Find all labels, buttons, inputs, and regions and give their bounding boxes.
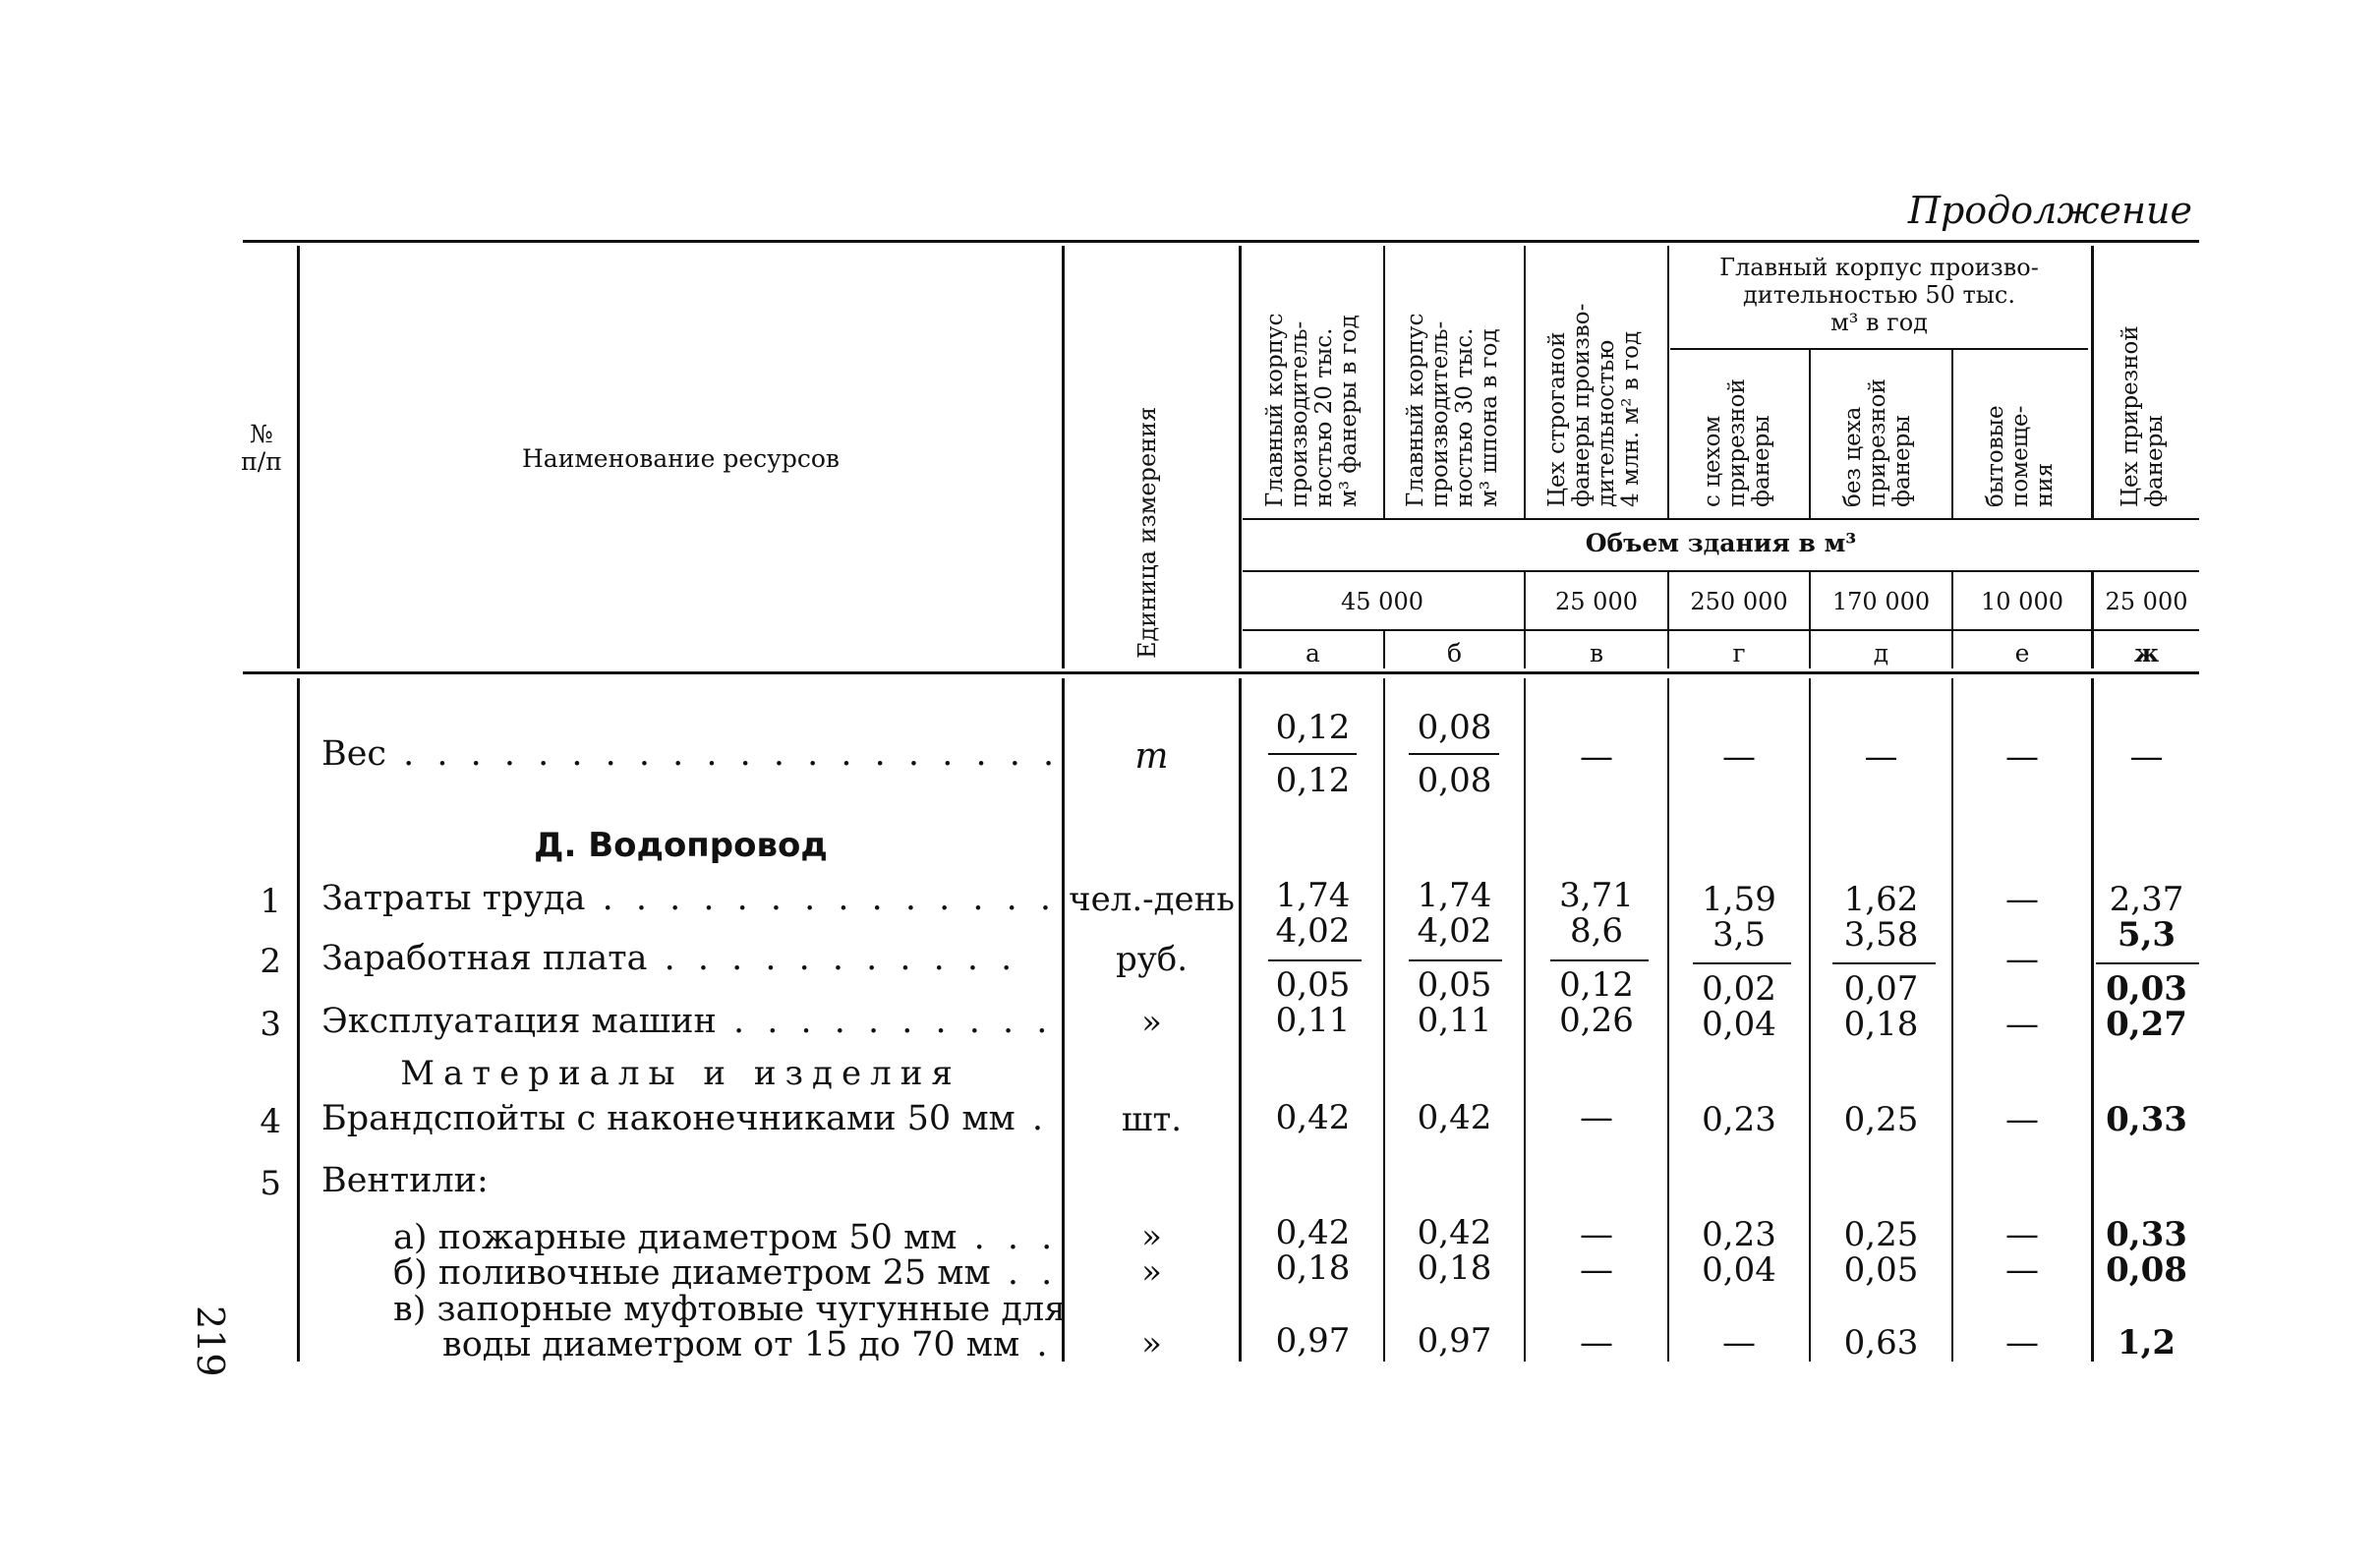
row-3-d: 0,18 [1843, 1005, 1919, 1044]
volume-e: 10 000 [1981, 588, 2063, 615]
row-4-num: 4 [260, 1102, 281, 1141]
row-ves-a-top: 0,12 [1275, 708, 1351, 747]
letter-b: б [1446, 639, 1463, 667]
row-2-d-top: 3,58 [1843, 915, 1919, 955]
letter-a: а [1306, 639, 1320, 667]
row-5v-b: 0,97 [1417, 1321, 1492, 1361]
row-3-b: 0,11 [1417, 1001, 1492, 1040]
row-ves-e: — [2005, 737, 2039, 777]
fraction-line [1832, 962, 1936, 964]
volume-title-bottom-rule [1243, 570, 2199, 572]
row-3-label: Эксплуатация машин . . . . . . . . . . [321, 1002, 1054, 1041]
row-ves-a-bot: 0,12 [1275, 761, 1351, 800]
row-5v-e: — [2005, 1323, 2039, 1363]
header-col-e: бытовые помеще- ния [1983, 405, 2058, 507]
letter-g: г [1732, 639, 1746, 667]
row-2-unit: руб. [1115, 940, 1189, 979]
row-5a-label: а) пожарные диаметром 50 мм . . . [393, 1218, 1059, 1257]
row-5a-unit: » [1141, 1217, 1162, 1256]
row-5b-b: 0,18 [1417, 1248, 1492, 1288]
row-5v-v: — [1580, 1323, 1613, 1363]
row-1-zh: 2,37 [2109, 880, 2184, 919]
row-3-zh: 0,27 [2106, 1005, 2187, 1044]
row-1-num: 1 [260, 882, 281, 921]
row-2-a-top: 4,02 [1275, 911, 1351, 951]
materials-subheading: Материалы и изделия [400, 1054, 961, 1093]
row-5-num: 5 [260, 1164, 281, 1203]
header-vrule [1951, 348, 1953, 518]
letter-d: д [1873, 639, 1889, 667]
row-5b-label: б) поливочные диаметром 25 мм . . [393, 1253, 1059, 1293]
row-5b-unit: » [1141, 1252, 1162, 1292]
header-col-d: без цеха прирезной фанеры [1840, 378, 1915, 507]
row-2-d-bot: 0,07 [1843, 969, 1919, 1009]
volume-zh: 25 000 [2105, 588, 2188, 615]
header-name: Наименование ресурсов [521, 444, 840, 473]
row-1-v: 3,71 [1559, 876, 1634, 915]
letter-v: в [1589, 639, 1604, 667]
row-2-e: — [2005, 940, 2039, 979]
fraction-line [1268, 753, 1357, 755]
row-4-unit: шт. [1121, 1100, 1183, 1139]
volume-g: 250 000 [1690, 588, 1788, 615]
fraction-line [1409, 753, 1499, 755]
row-3-e: — [2005, 1005, 2039, 1044]
row-4-d: 0,25 [1843, 1100, 1919, 1139]
row-2-b-top: 4,02 [1417, 911, 1492, 951]
row-1-e: — [2005, 880, 2039, 919]
row-5-label: Вентили: [321, 1161, 489, 1200]
row-2-g-bot: 0,02 [1702, 969, 1776, 1009]
row-5v-unit: » [1141, 1324, 1162, 1363]
row-3-unit: » [1141, 1003, 1162, 1042]
header-group-title: Главный корпус произво- дительностью 50 тыс. м³ в год [1719, 254, 2039, 336]
row-ves-d: — [1864, 737, 1898, 777]
row-5b-g: 0,04 [1702, 1250, 1776, 1290]
letters-top-rule [1243, 629, 2199, 631]
row-5b-zh: 0,08 [2106, 1250, 2187, 1290]
fraction-line [1268, 959, 1362, 961]
row-ves-zh: — [2129, 737, 2164, 777]
row-5a-g: 0,23 [1702, 1215, 1776, 1254]
row-3-num: 3 [260, 1005, 281, 1044]
header-vrule [1809, 348, 1811, 518]
header-col-b: Главный корпус производитель- ностью 30 тыс. м³ шпона в год [1403, 313, 1502, 507]
row-ves-b-top: 0,08 [1417, 708, 1492, 747]
row-2-v-top: 8,6 [1569, 911, 1624, 951]
row-3-g: 0,04 [1702, 1005, 1776, 1044]
row-4-v: — [1580, 1098, 1613, 1137]
row-5v-d: 0,63 [1843, 1323, 1919, 1363]
row-1-g: 1,59 [1702, 880, 1776, 919]
row-4-g: 0,23 [1702, 1100, 1776, 1139]
row-5b-d: 0,05 [1843, 1250, 1919, 1290]
row-5v-g: — [1722, 1323, 1756, 1363]
header-vrule [1062, 246, 1065, 668]
row-3-a: 0,11 [1275, 1001, 1351, 1040]
fraction-line [1550, 959, 1649, 961]
row-5v-label-line2: воды диаметром от 15 до 70 мм . [442, 1325, 1054, 1364]
volume-d: 170 000 [1831, 588, 1931, 615]
row-1-a: 1,74 [1275, 876, 1351, 915]
row-4-e: — [2005, 1100, 2039, 1139]
row-5v-zh: 1,2 [2117, 1323, 2177, 1363]
row-2-b-bot: 0,05 [1417, 965, 1492, 1005]
volume-ab: 45 000 [1341, 588, 1423, 615]
header-vrule [2091, 246, 2094, 518]
header-vrule [1524, 246, 1526, 518]
row-2-v-bot: 0,12 [1559, 965, 1634, 1005]
row-5v-label-line1: в) запорные муфтовые чугунные для [393, 1290, 1067, 1329]
row-4-a: 0,42 [1275, 1098, 1351, 1137]
row-1-b: 1,74 [1417, 876, 1492, 915]
row-5a-zh: 0,33 [2106, 1215, 2187, 1254]
row-5b-a: 0,18 [1275, 1248, 1351, 1288]
row-ves-b-bot: 0,08 [1417, 761, 1492, 800]
row-2-zh-top: 5,3 [2117, 915, 2177, 955]
header-vrule [1383, 246, 1385, 518]
header-unit: Единица измерения [1133, 406, 1161, 659]
fraction-line [2096, 962, 2199, 964]
row-1-unit: чел.-день [1069, 880, 1235, 919]
table-top-rule [243, 240, 2199, 243]
letter-zh: ж [2133, 639, 2160, 667]
row-2-num: 2 [260, 942, 281, 981]
row-5a-e: — [2005, 1215, 2039, 1254]
continuation-label: Продолжение [1907, 189, 2192, 232]
row-4-b: 0,42 [1417, 1098, 1492, 1137]
page-number: 219 [189, 1305, 232, 1377]
row-5a-b: 0,42 [1417, 1213, 1492, 1252]
header-vrule [1667, 246, 1669, 518]
header-col-zh: Цех прирезной фанеры [2118, 325, 2168, 507]
row-1-d: 1,62 [1843, 880, 1919, 919]
row-5b-v: — [1580, 1250, 1613, 1290]
header-col-v: Цех строганой фанеры произво- дительностью 4 млн. м² в год [1544, 303, 1644, 507]
header-bottom-rule [243, 671, 2199, 674]
row-ves-unit: т [1134, 736, 1169, 777]
row-2-zh-bot: 0,03 [2106, 969, 2187, 1009]
row-5b-e: — [2005, 1250, 2039, 1290]
row-ves-g: — [1722, 737, 1756, 777]
row-2-label: Заработная плата . . . . . . . . . . . [321, 939, 1018, 978]
body-vrule [297, 678, 300, 1362]
volume-v: 25 000 [1555, 588, 1638, 615]
row-ves-v: — [1580, 737, 1613, 777]
section-title: Д. Водопровод [534, 826, 828, 865]
row-2-g-top: 3,5 [1712, 915, 1767, 955]
header-vrule [1239, 246, 1242, 668]
header-num: № п/п [241, 420, 282, 476]
fraction-line [1409, 959, 1502, 961]
volume-title: Объем здания в м³ [1585, 529, 1857, 557]
header-col-a: Главный корпус производитель- ностью 20 тыс. м³ фанеры в год [1262, 313, 1362, 507]
volume-title-top-rule [1243, 518, 2199, 520]
group-rule [1670, 348, 2088, 350]
row-3-v: 0,26 [1559, 1001, 1634, 1040]
header-col-g: с цехом прирезной фанеры [1700, 378, 1774, 507]
row-4-label: Брандспойты с наконечниками 50 мм . [321, 1099, 1050, 1138]
row-5v-a: 0,97 [1275, 1321, 1351, 1361]
body-vrule [1239, 678, 1242, 1362]
row-5a-d: 0,25 [1843, 1215, 1919, 1254]
letter-e: е [2014, 639, 2030, 667]
row-5a-a: 0,42 [1275, 1213, 1351, 1252]
row-2-a-bot: 0,05 [1275, 965, 1351, 1005]
row-5a-v: — [1580, 1215, 1613, 1254]
row-ves-label: Вес . . . . . . . . . . . . . . . . . . . . [321, 734, 1061, 774]
row-4-zh: 0,33 [2106, 1100, 2187, 1139]
row-1-label: Затраты труда . . . . . . . . . . . . . . [321, 879, 1057, 918]
fraction-line [1693, 962, 1791, 964]
